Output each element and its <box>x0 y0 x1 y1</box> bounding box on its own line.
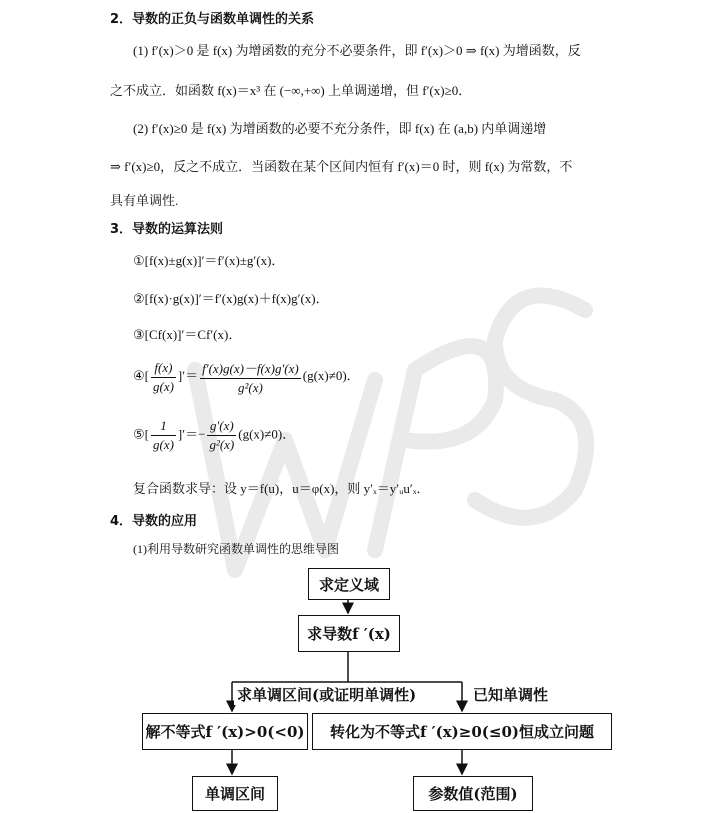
rule-4-right-denominator: g²(x) <box>238 380 263 395</box>
rule-5-condition: (g(x)≠0)． <box>238 426 296 442</box>
rule-5-left-numerator: 1 <box>151 418 176 436</box>
section-2-paragraph-1-line-2: 之不成立．如函数 f(x)＝x³ 在 (−∞,+∞) 上单调递增，但 f′(x)≥0． <box>110 83 472 98</box>
flowchart-box-domain: 求定义域 <box>308 568 390 600</box>
section-2-paragraph-2-line-2: ⇒ f′(x)≥0，反之不成立．当函数在某个区间内恒有 f′(x)＝0 时，则 f(x) 为常数，不 <box>110 159 573 174</box>
section-2-paragraph-1-line-1: (1) f′(x)＞0 是 f(x) 为增函数的充分不必要条件，即 f′(x)＞0 ⇒ f(x) 为增函数，反 <box>133 43 581 58</box>
rule-5-right-numerator: g′(x) <box>207 418 236 436</box>
flowchart-box-monotonic-intervals: 单调区间 <box>192 776 278 811</box>
section-4-heading: 4．导数的应用 <box>110 514 198 529</box>
section-3-heading: 3．导数的运算法则 <box>110 222 224 237</box>
rule-4-left-numerator: f(x) <box>151 360 176 378</box>
flowchart-box-parameter-range: 参数值(范围) <box>413 776 533 811</box>
rule-5-prefix: ⑤[ <box>133 426 149 442</box>
rule-4-mid: ]′＝ <box>177 367 199 383</box>
flowchart-box-convert-inequality: 转化为不等式f ′(x)≥0(≤0)恒成立问题 <box>312 713 612 750</box>
rule-4-prefix: ④[ <box>133 367 149 383</box>
rule-5-right-denominator: g²(x) <box>209 437 235 452</box>
derivative-rule-2: ②[f(x)·g(x)]′＝f′(x)g(x)＋f(x)g′(x)． <box>133 291 329 306</box>
rule-5-mid: ]′＝− <box>177 426 206 442</box>
rule-4-right-numerator: f′(x)g(x)－f(x)g′(x) <box>200 358 301 379</box>
composite-function-rule: 复合函数求导：设 y＝f(u)，u＝φ(x)，则 y′ₓ＝y′ᵤu′ₓ． <box>133 481 430 496</box>
derivative-rule-3: ③[Cf(x)]′＝Cf′(x)． <box>133 327 242 342</box>
flowchart-label-find-intervals: 求单调区间(或证明单调性) <box>234 684 419 705</box>
derivative-rule-1: ①[f(x)±g(x)]′＝f′(x)±g′(x)． <box>133 253 285 268</box>
rule-4-condition: (g(x)≠0)． <box>302 367 360 383</box>
section-2-paragraph-2-line-1: (2) f′(x)≥0 是 f(x) 为增函数的必要不充分条件，即 f(x) 在 (a,b) 内单调递增 <box>133 121 547 136</box>
flowchart-box-solve-inequality: 解不等式f ′(x)>0(<0) <box>142 713 308 750</box>
rule-4-left-denominator: g(x) <box>152 378 174 394</box>
section-2-heading: 2．导数的正负与函数单调性的关系 <box>110 12 315 27</box>
flowchart-label-known-monotonic: 已知单调性 <box>470 684 551 705</box>
rule-5-left-denominator: g(x) <box>152 437 174 452</box>
section-2-paragraph-2-line-3: 具有单调性. <box>110 193 179 208</box>
flowchart-box-derivative: 求导数f ′(x) <box>298 615 400 652</box>
section-4-subheading: (1)利用导数研究函数单调性的思维导图 <box>133 542 339 556</box>
